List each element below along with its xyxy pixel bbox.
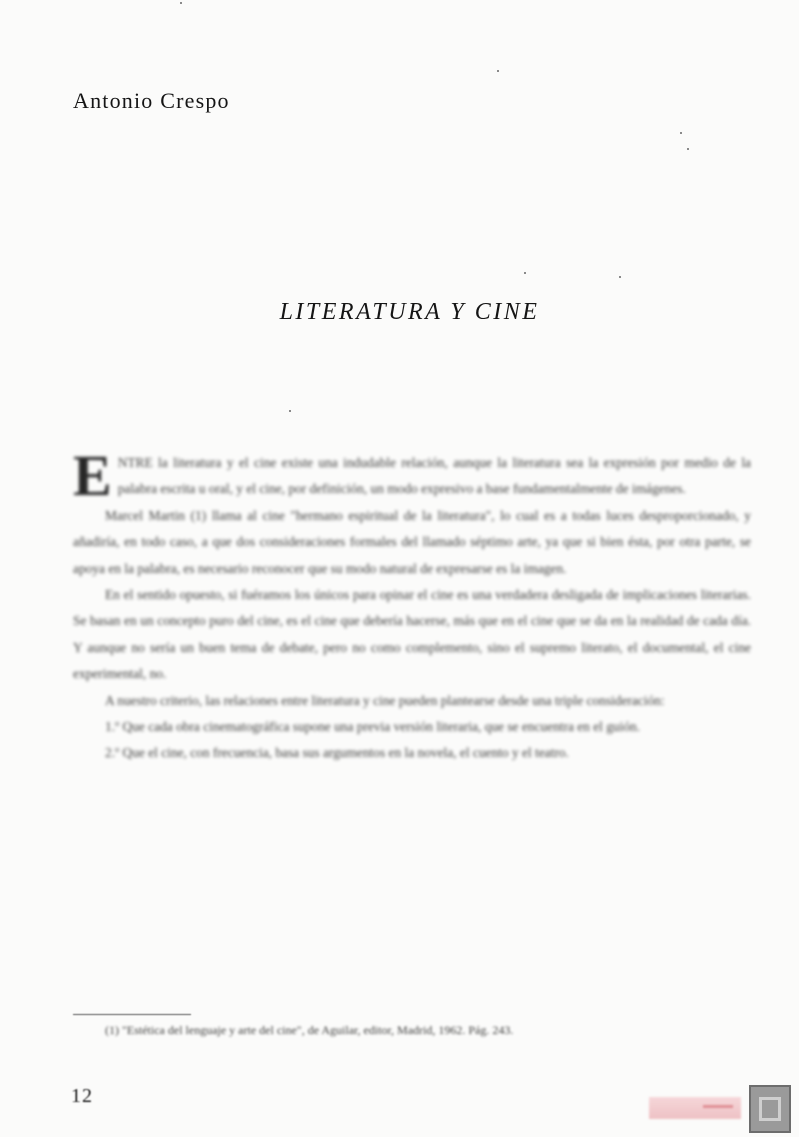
list-item-2: 2.º Que el cine, con frecuencia, basa sus argumentos en la novela, el cuento y el teatro. bbox=[105, 745, 569, 761]
author-name: Antonio Crespo bbox=[73, 88, 230, 113]
badge-line bbox=[703, 1105, 733, 1108]
watermark-badge bbox=[649, 1097, 741, 1119]
drop-cap: E bbox=[73, 443, 112, 508]
footnote: (1) "Estética del lenguaje y arte del cine", de Aguilar, editor, Madrid, 1962. Pág. 243. bbox=[105, 1023, 514, 1037]
list-item-1: 1.º Que cada obra cinematográfica supone una previa versión literaria, que se encuentra en el guión. bbox=[105, 719, 641, 735]
scan-speck bbox=[687, 148, 689, 150]
thumbnail-frame bbox=[759, 1097, 781, 1121]
scan-speck bbox=[289, 410, 291, 412]
page-number: 12 bbox=[71, 1085, 93, 1107]
paragraph-text: NTRE la literatura y el cine existe una indudable relación, aunque la literatura sea la expresión por medio de la palabra escrita u oral, y el cine, por definición, un modo expresivo a base fundamentalmente de imágenes. bbox=[117, 455, 751, 497]
footnote-divider bbox=[73, 1014, 191, 1015]
page-thumbnail-icon[interactable] bbox=[749, 1085, 791, 1133]
scan-speck bbox=[524, 272, 526, 274]
chapter-title: LITERATURA Y CINE bbox=[279, 299, 540, 325]
paragraph-2: Marcel Martin (1) llama al cine "hermano espiritual de la literatura", lo cual es a todas luces desproporcionado, y añadiría, en todo caso, a que dos consideraciones formales del llamado séptimo arte, ya que si bien ésta, por otra parte, se apoya en la palabra, es necesario reconocer que su modo natural de expresarse es la imagen. bbox=[73, 507, 751, 576]
paragraph-4: A nuestro criterio, las relaciones entre literatura y cine pueden plantearse desde una triple consideración: bbox=[105, 692, 665, 708]
scan-speck bbox=[180, 2, 182, 4]
article-body bbox=[73, 443, 751, 767]
scan-speck bbox=[497, 70, 499, 72]
scan-speck bbox=[680, 132, 682, 134]
paragraph-1 bbox=[73, 443, 751, 508]
paragraph-3: En el sentido opuesto, si fuéramos los únicos para opinar el cine es una verdadera desligada de implicaciones literarias. Se basan en un concepto puro del cine, es el cine que debería hacerse, más que en el cine que se da en la realidad de cada día. Y aunque no sería un buen tema de debate, pero no como complemento, sino el supremo literato, el documental, el cine experimental, no. bbox=[73, 587, 751, 682]
scan-speck bbox=[619, 276, 621, 278]
